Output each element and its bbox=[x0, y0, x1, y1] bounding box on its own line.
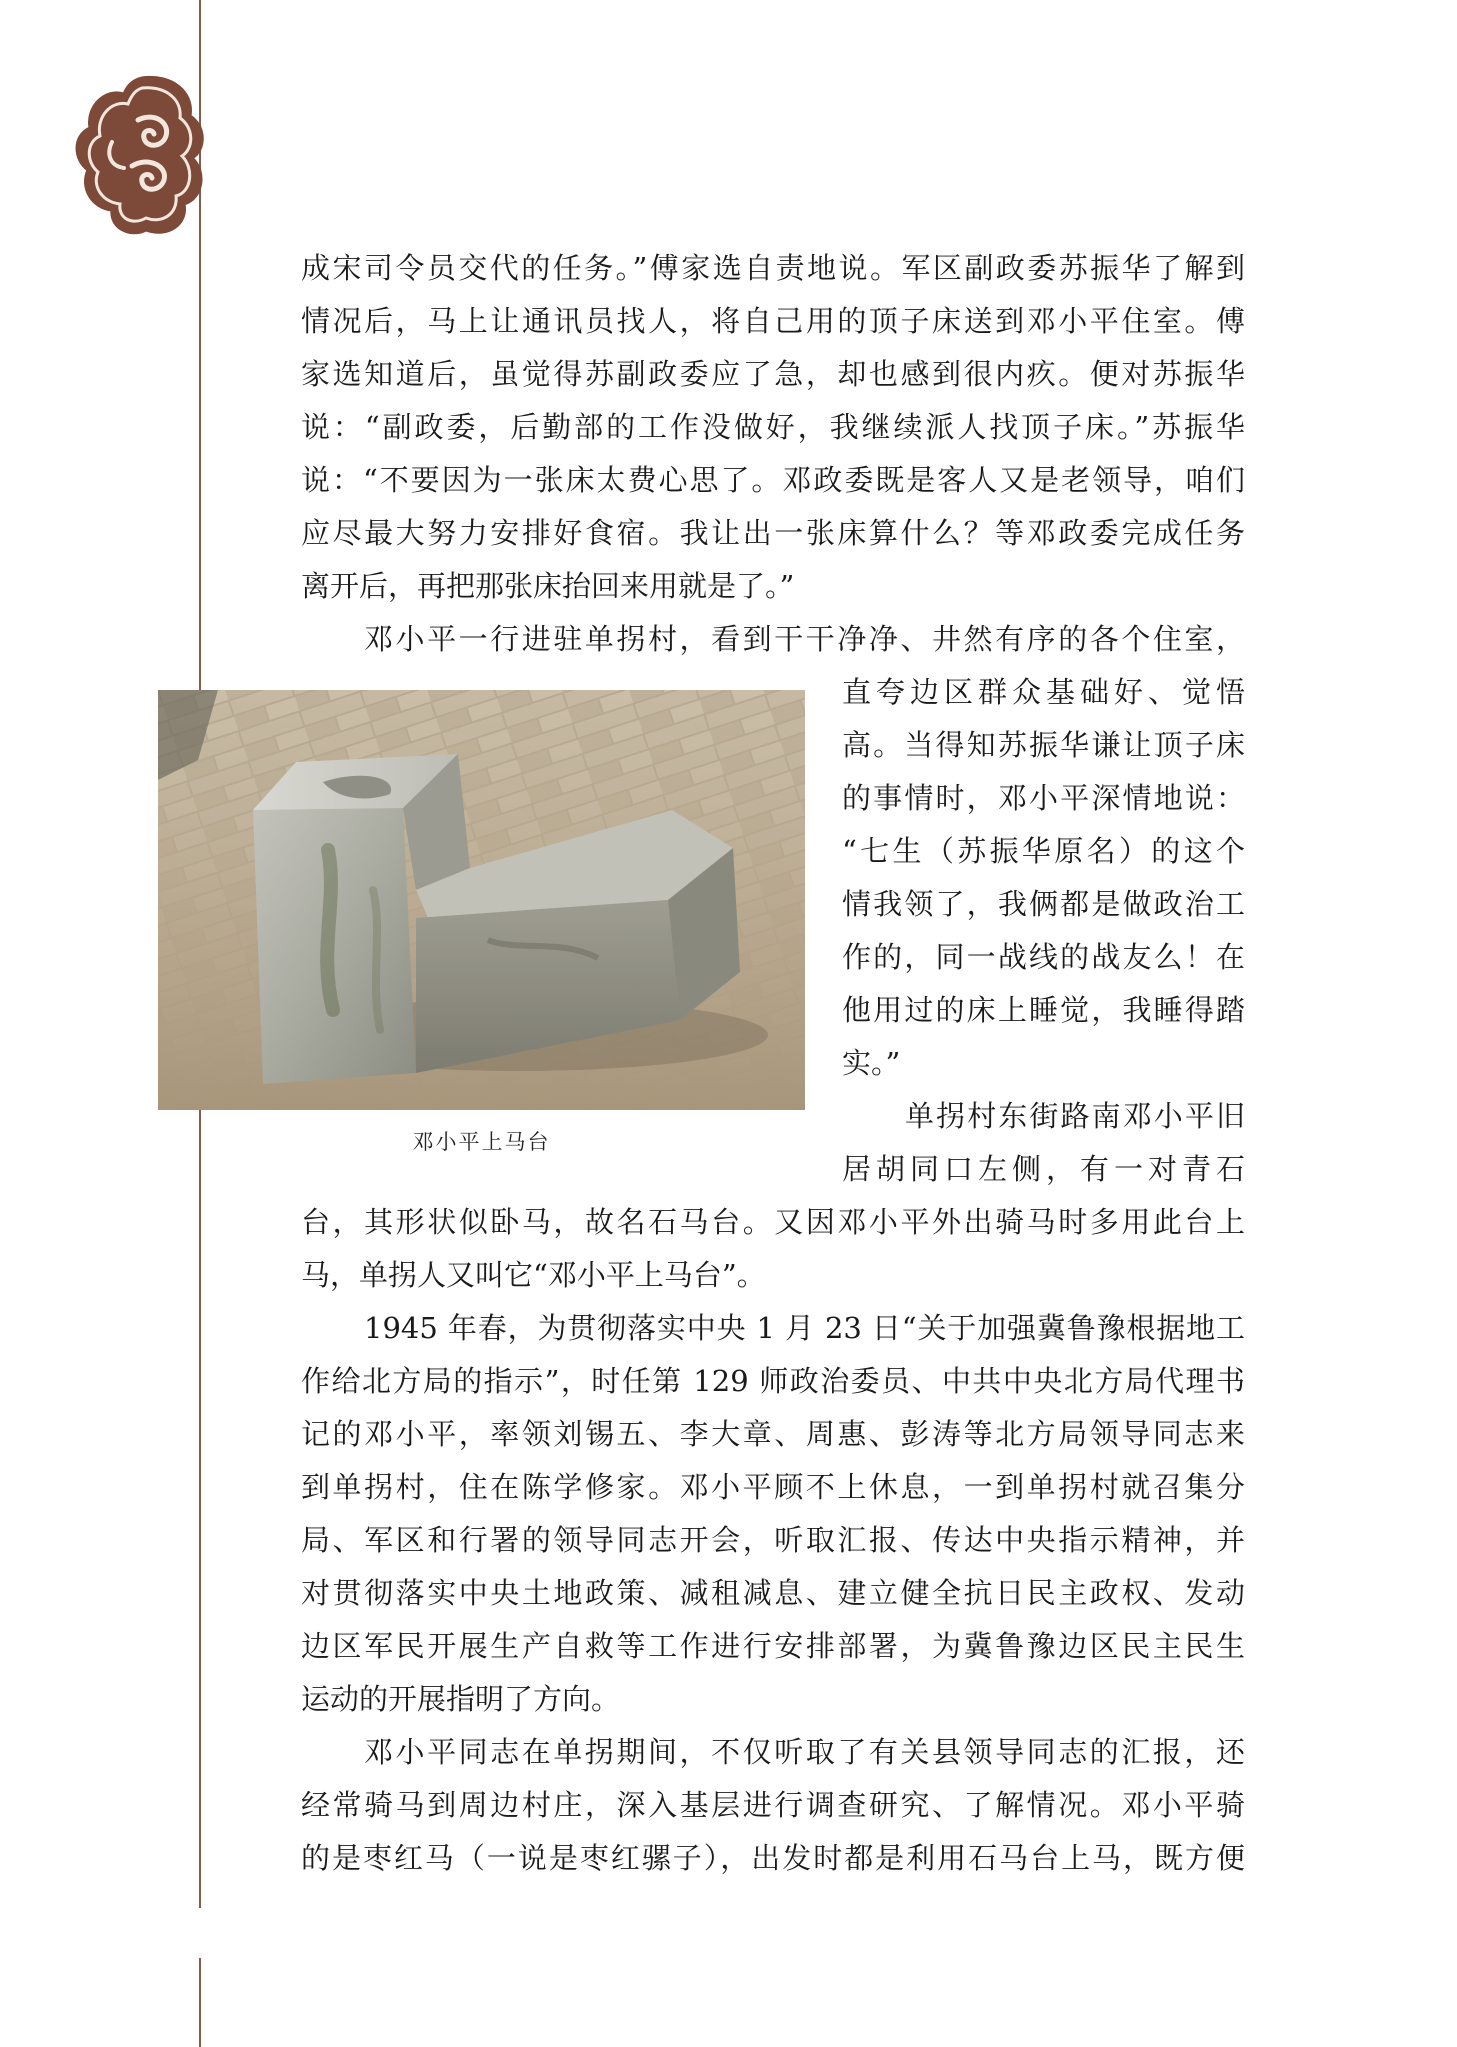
text-line: 邓小平一行进驻单拐村，看到干干净净、井然有序的各个住室， bbox=[364, 622, 1245, 656]
photo-caption: 邓小平上马台 bbox=[412, 1130, 551, 1154]
text-line: 作的，同一战线的战友么！在 bbox=[842, 940, 1245, 974]
text-line: 台，其形状似卧马，故名石马台。又因邓小平外出骑马时多用此台上 bbox=[301, 1205, 1245, 1239]
text-line: 他用过的床上睡觉，我睡得踏 bbox=[842, 993, 1245, 1027]
cloud-ornament-icon bbox=[72, 70, 208, 240]
text-line: 居胡同口左侧，有一对青石 bbox=[842, 1152, 1245, 1186]
text-line: 的事情时，邓小平深情地说： bbox=[842, 781, 1245, 815]
text-line: 实。” bbox=[842, 1046, 901, 1080]
text-line: 邓小平同志在单拐期间，不仅听取了有关县领导同志的汇报，还 bbox=[364, 1735, 1245, 1769]
text-line: 记的邓小平，率领刘锡五、李大章、周惠、彭涛等北方局领导同志来 bbox=[301, 1417, 1245, 1451]
text-line: 家选知道后，虽觉得苏副政委应了急，却也感到很内疚。便对苏振华 bbox=[301, 357, 1245, 391]
mounting-stone-photo bbox=[158, 690, 805, 1110]
text-line: 作给北方局的指示”，时任第 129 师政治委员、中共中央北方局代理书 bbox=[301, 1364, 1245, 1398]
text-line: 对贯彻落实中央土地政策、减租减息、建立健全抗日民主政权、发动 bbox=[301, 1576, 1245, 1610]
margin-rule-bottom bbox=[199, 1958, 201, 2047]
text-line: 1945 年春，为贯彻落实中央 1 月 23 日“关于加强冀鲁豫根据地工 bbox=[364, 1311, 1245, 1345]
text-line: “七生（苏振华原名）的这个 bbox=[842, 834, 1245, 868]
text-line: 说：“副政委，后勤部的工作没做好，我继续派人找顶子床。”苏振华 bbox=[301, 410, 1245, 444]
text-line: 直夸边区群众基础好、觉悟 bbox=[842, 675, 1245, 709]
text-line: 单拐村东街路南邓小平旧 bbox=[905, 1099, 1245, 1133]
text-line: 高。当得知苏振华谦让顶子床 bbox=[842, 728, 1245, 762]
text-line: 成宋司令员交代的任务。”傅家选自责地说。军区副政委苏振华了解到 bbox=[301, 251, 1245, 285]
text-line: 到单拐村，住在陈学修家。邓小平顾不上休息，一到单拐村就召集分 bbox=[301, 1470, 1245, 1504]
text-line: 的是枣红马（一说是枣红骡子），出发时都是利用石马台上马，既方便 bbox=[301, 1841, 1245, 1875]
text-line: 说：“不要因为一张床太费心思了。邓政委既是客人又是老领导，咱们 bbox=[301, 463, 1245, 497]
text-line: 局、军区和行署的领导同志开会，听取汇报、传达中央指示精神，并 bbox=[301, 1523, 1245, 1557]
text-line: 运动的开展指明了方向。 bbox=[301, 1682, 621, 1716]
text-line: 边区军民开展生产自救等工作进行安排部署，为冀鲁豫边区民主民生 bbox=[301, 1629, 1245, 1663]
text-line: 离开后，再把那张床抬回来用就是了。” bbox=[301, 569, 795, 603]
text-line: 马，单拐人又叫它“邓小平上马台”。 bbox=[301, 1258, 766, 1292]
text-line: 经常骑马到周边村庄，深入基层进行调查研究、了解情况。邓小平骑 bbox=[301, 1788, 1245, 1822]
text-line: 应尽最大努力安排好食宿。我让出一张床算什么？等邓政委完成任务 bbox=[301, 516, 1245, 550]
text-line: 情况后，马上让通讯员找人，将自己用的顶子床送到邓小平住室。傅 bbox=[301, 304, 1245, 338]
text-line: 情我领了，我俩都是做政治工 bbox=[842, 887, 1245, 921]
